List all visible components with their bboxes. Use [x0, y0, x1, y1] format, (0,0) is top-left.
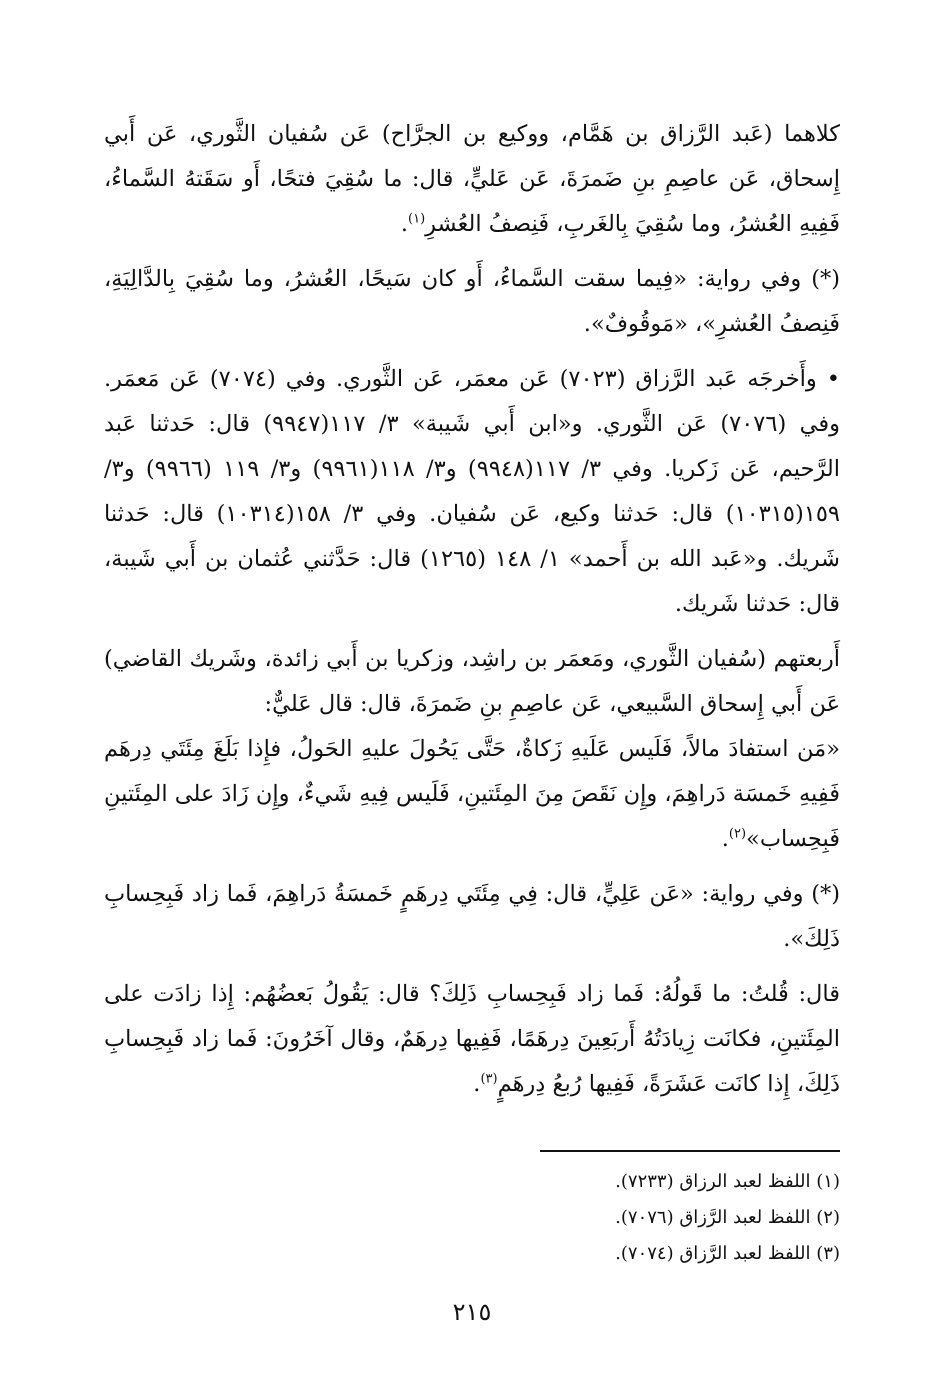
footnote-2: (٢) اللفظ لعبد الرَّزاق (٧٠٧٦). [615, 1207, 840, 1228]
paragraph-2: (*) وفي رواية: «فِيما سقت السَّماءُ، أَو كان سَيحًا، العُشرُ، وما سُقِيَ بِالدَّالِيَةِ، فَنِصفُ العُشرِ»، «مَوقُوفٌ». [104, 266, 840, 337]
paragraph-1: كلاهما (عَبد الرَّزاق بن هَمَّام، ووكيع بن الجرَّاح) عَن سُفيان الثَّوري، عَن أَبي إِسحاق، عَن عاصِمِ بنِ ضَمرَةَ، عَن عَليٍّ، قال: ما سُقِيَ فتحًا، أَو سَقَتهُ السَّماءُ، فَفِيهِ العُشرُ، وما سُقِيَ بِالغَربِ، فَنِصفُ العُشرِ$^{(١)}$. [104, 121, 840, 237]
paragraph-7: قال: قُلتُ: ما قَولُهُ: فَما زاد فَبِحِسابِ ذَلِكَ؟ قال: يَقُولُ بَعضُهُم: إِذا زادَت على المِئَتينِ، فكانَت زِيادَتُهُ أَربَعِينَ دِرهَمًا، فَفِيها دِرهَمٌ، وقال آخَرُونَ: فَما زاد فَبِحِسابِ ذَلِكَ، إِذا كانَت عَشَرَةً، فَفِيها رُبعُ دِرهَمٍ$^{(٣)}$. [104, 981, 840, 1097]
paragraph-6: (*) وفي رواية: «عَن عَلِيٍّ، قال: فِي مِئَتَي دِرهَمٍ خَمسَةُ دَراهِمَ، فَما زاد فَبِحِسابِ ذَلِكَ». [104, 881, 840, 952]
footnote-ref-3[interactable]: (٣) [480, 1071, 498, 1087]
footnote-ref-1[interactable]: (١) [408, 211, 426, 227]
paragraph-5: «مَن استفادَ مالاً، فَلَيس عَلَيهِ زَكاةٌ، حَتَّى يَحُولَ عليهِ الحَولُ، فإِذا بَلَغَ مِئَتَي دِرهَم فَفِيهِ خَمسَة دَراهِمَ، وإِن نَقَصَ مِنَ المِئَتينِ، فَلَيس فِيهِ شَيءٌ، وإِن زَادَ على المِئَتينِ فَبِحِساب»$^{(٢)}$. [104, 736, 840, 852]
footnote-3: (٣) اللفظ لعبد الرَّزاق (٧٠٧٤). [615, 1243, 840, 1264]
paragraph-4: أَربعتهم (سُفيان الثَّوري، ومَعمَر بن راشِد، وزكريا بن أَبي زائدة، وشَريك القاضي) عَن أَبي إِسحاق السَّبيعي، عَن عاصِمِ بنِ ضَمرَةَ، قال: قال عَليٌّ: [104, 646, 840, 717]
footnote-divider [540, 1150, 840, 1152]
main-text-body [104, 112, 840, 1107]
footnotes [104, 1164, 840, 1272]
paragraph-3: • وأَخرجَه عَبد الرَّزاق (٧٠٢٣) عَن معمَر، عَن الثَّوري. وفي (٧٠٧٤) عَن مَعمَر. وفي (٧٠٧٦) عَن الثَّوري. و«ابن أَبي شَيبة» ٣/ ١١٧(٩٩٤٧) قال: حَدثنا عَبد الرَّحيم، عَن زَكريا. وفي ٣/ ١١٧(٩٩٤٨) و٣/ ١١٨(٩٩٦١) و٣/ ١١٩ (٩٩٦٦) و٣/ ١٥٩(١٠٣١٥) قال: حَدثنا وكيع، عَن سُفيان. وفي ٣/ ١٥٨(١٠٣١٤) قال: حَدثنا شَريك. و«عَبد الله بن أَحمد» ١/ ١٤٨ (١٢٦٥) قال: حَدَّثني عُثمان بن أَبي شَيبة، قال: حَدثنا شَريك. [104, 366, 841, 617]
footnote-ref-2[interactable]: (٢) [728, 826, 747, 842]
page-number: ٢١٥ [452, 1298, 492, 1326]
footnote-1: (١) اللفظ لعبد الرزاق (٧٢٣٣). [615, 1171, 840, 1192]
